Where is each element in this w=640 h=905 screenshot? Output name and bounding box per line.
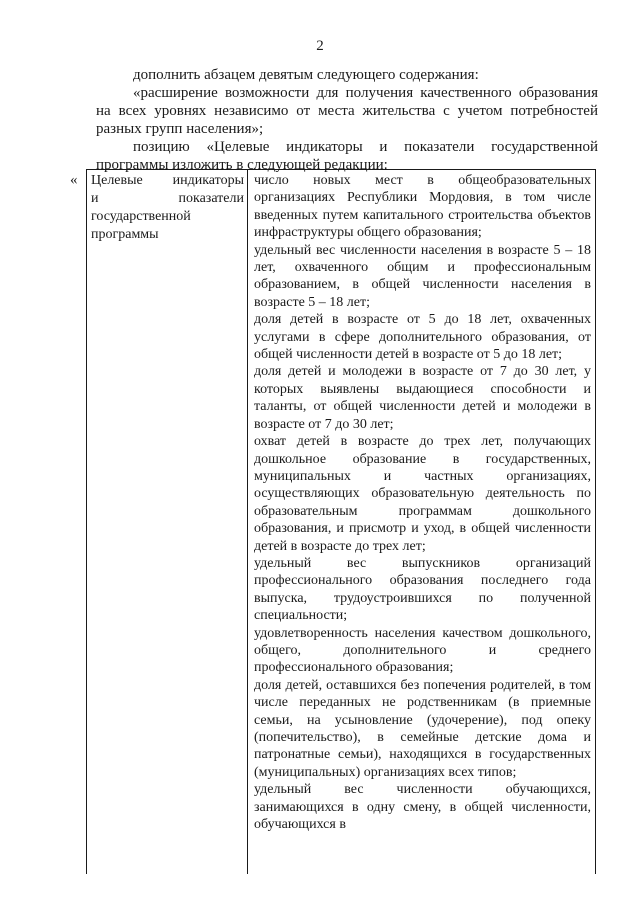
indicator-item: доля детей и молодежи в возрасте от 7 до 30 лет, у которых выявлены выдающиеся способности и таланты, от общей численности детей и молодежи в возрасте от 7 до 30 лет; [254,364,591,432]
label-line [91,172,244,190]
indicator-item: доля детей, оставшихся без попечения родителей, в том числе переданных не родственникам (в приемные семьи, на усыновление (удочерение), под опеку (попечительство), в семейные детские дома и патронатные семьи), находящихся в государственных (муниципальных) организациях всех типов; [254,677,591,780]
label-word: Целевые [91,173,143,188]
label-word: показатели [178,191,244,206]
label-line: государственной [91,209,191,224]
indicators-table [86,169,596,874]
indicator-item: охват детей в возрасте до трех лет, получающих дошкольное образование в государственных, муниципальных и частных организациях, осуществляющих образовательную деятельность по образовательным программам дошкольного образования, и присмотр и уход, в общей численности детей в возрасте до трех лет; [254,434,591,554]
label-word: индикаторы [172,173,244,188]
indicator-item: удельный вес выпускников организаций профессионального образования последнего года выпуска, трудоустроившихся по полученной специальности; [254,555,591,624]
indicator-item: удовлетворенность населения качеством дошкольного, общего, дополнительного и среднего профессионального образования; [254,625,591,676]
label-word: и [91,191,99,206]
label-line [91,190,244,208]
intro-paragraph-3: позицию «Целевые индикаторы и показатели государственной программы изложить в следующей редакции: [96,139,598,173]
intro-paragraph-1: дополнить абзацем девятым следующего содержания: [133,67,479,83]
indicator-item: удельный вес численности населения в возрасте 5 – 18 лет, охваченного общим и профессиональным образованием, в общей численности населения в возрасте 5 – 18 лет; [254,242,591,310]
table-label-cell [87,170,248,874]
indicator-item: удельный вес численности обучающихся, занимающихся в одну смену, в общей численности, обучающихся в [254,782,591,833]
label-line: программы [91,227,159,242]
intro-paragraph-2: «расширение возможности для получения качественного образования на всех уровнях независимо от места жительства с учетом потребностей разных групп населения»; [96,85,598,137]
intro-text [96,66,598,174]
indicator-item: доля детей в возрасте от 5 до 18 лет, охваченных услугами в сфере дополнительного образования, от общей численности детей в возрасте от 5 до 18 лет; [254,312,591,363]
indicator-item: число новых мест в общеобразовательных организациях Республики Мордовия, в том числе введенных путем капитального строительства объектов инфраструктуры общего образования; [254,173,591,241]
page-number: 2 [316,38,324,54]
opening-quote-mark: « [70,172,78,188]
table-content-cell [248,170,595,874]
